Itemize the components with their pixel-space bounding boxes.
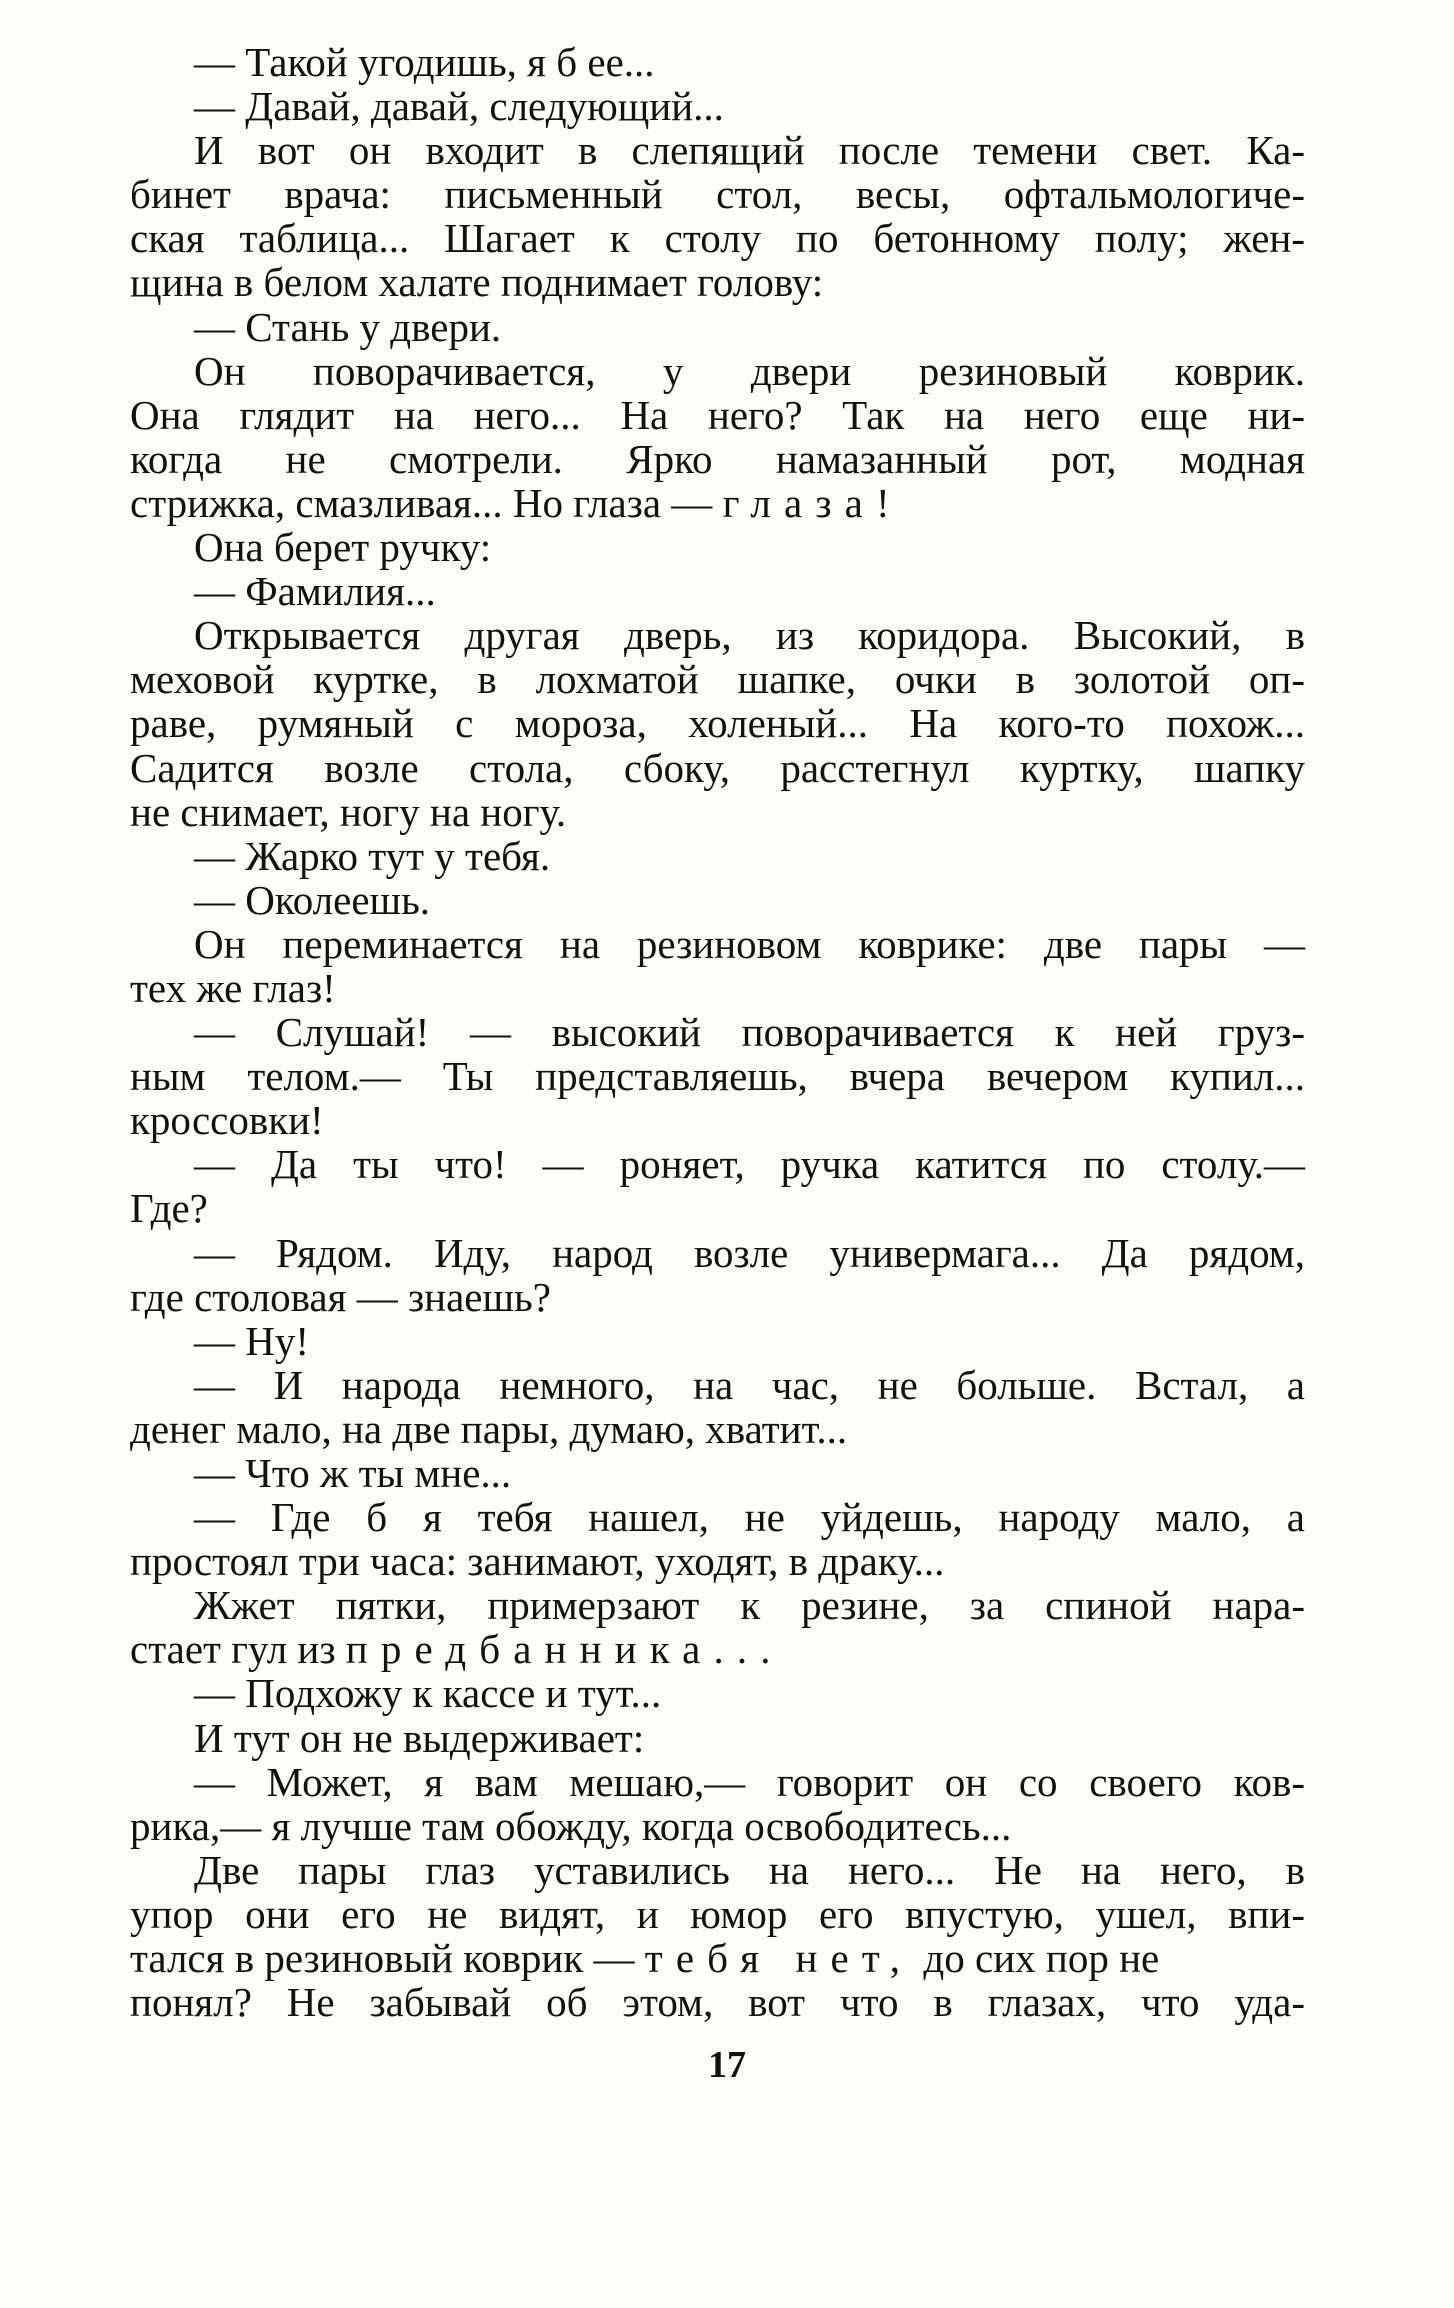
text-line: Открывается другая дверь, из коридора. Высокий, в [194, 612, 1305, 659]
text-line: — Подхожу к кассе и тут... [194, 1670, 662, 1717]
page-number: 17 [708, 2044, 746, 2086]
text-line: меховой куртке, в лохматой шапке, очки в золотой оп- [130, 656, 1305, 703]
text-line: кроссовки! [130, 1097, 324, 1144]
text-line: — Слушай! — высокий поворачивается к ней груз- [194, 1009, 1305, 1056]
emphasis-spaced: предбанника... [345, 1626, 784, 1673]
text-line: тех же глаз! [130, 964, 336, 1011]
text-line: раве, румяный с мороза, холеный... На кого-то похож... [130, 700, 1305, 747]
text-run: стает гул из [130, 1626, 346, 1673]
text-line: Две пары глаз уставились на него... Не на него, в [194, 1846, 1305, 1893]
text-line: упор они его не видят, и юмор его впустую, ушел, впи- [130, 1890, 1305, 1937]
text-line: Он поворачивается, у двери резиновый коврик. [194, 347, 1305, 394]
text-line: — Что ж ты мне... [194, 1450, 512, 1496]
text-line [130, 481, 1305, 525]
text-line: — Рядом. Иду, народ возле универмага... Да рядом, [194, 1229, 1305, 1276]
emphasis-spaced: тебя нет, [644, 1935, 914, 1982]
text-line: Где? [130, 1185, 208, 1232]
text-line: — Может, я вам мешаю,— говорит он со своего ков- [194, 1758, 1305, 1805]
text-line: когда не смотрели. Ярко намазанный рот, модная [130, 435, 1305, 482]
text-line: простоял три часа: занимают, уходят, в драку... [130, 1538, 945, 1585]
text-line: Он переминается на резиновом коврике: две пары — [194, 920, 1305, 967]
text-line: — Ну! [194, 1317, 310, 1364]
text-line: Она глядит на него... На него? Так на него еще ни- [130, 391, 1305, 438]
text-line: — Фамилия... [194, 568, 436, 615]
text-line: — Жарко тут у тебя. [194, 832, 551, 879]
text-line: не снимает, ногу на ногу. [130, 788, 567, 835]
text-column [130, 40, 1305, 2024]
text-line: ская таблица... Шагает к столу по бетонному полу; жен- [130, 215, 1305, 262]
text-line [130, 1936, 1305, 1980]
text-line: — Стань у двери. [194, 303, 502, 350]
text-run: до сих пор не [913, 1935, 1160, 1982]
text-line: денег мало, на две пары, думаю, хватит... [130, 1405, 848, 1452]
text-line: бинет врача: письменный стол, весы, офтальмологиче- [130, 171, 1305, 218]
text-run: стрижка, смазливая... Но глаза — [130, 479, 723, 526]
text-line: понял? Не забывай об этом, вот что в глазах, что уда- [130, 1979, 1305, 2026]
text-line: И тут он не выдерживает: [194, 1714, 645, 1761]
text-line: И вот он входит в слепящий после темени свет. Ка- [194, 127, 1305, 174]
text-line: — Где б я тебя нашел, не уйдешь, народу мало, а [194, 1494, 1305, 1541]
text-line [130, 1627, 1305, 1671]
text-line: щина в белом халате поднимает голову: [130, 259, 824, 306]
text-line: Садится возле стола, сбоку, расстегнул куртку, шапку [130, 744, 1305, 791]
text-line: где столовая — знаешь? [130, 1273, 551, 1320]
text-line: — Да ты что! — роняет, ручка катится по столу.— [194, 1141, 1305, 1188]
text-line: ным телом.— Ты представляешь, вчера вечером купил... [130, 1053, 1305, 1100]
text-line: — Давай, давай, следующий... [194, 83, 724, 130]
text-line: Она берет ручку: [194, 524, 492, 571]
text-run: тался в резиновый коврик — [130, 1935, 645, 1982]
text-line: — Околеешь. [194, 876, 431, 923]
text-line: Жжет пятки, примерзают к резине, за спиной нара- [194, 1582, 1305, 1629]
emphasis-spaced: глаза! [722, 479, 903, 526]
text-line: рика,— я лучше там обожду, когда освободитесь... [130, 1802, 1012, 1849]
text-line: — И народа немного, на час, не больше. Встал, а [194, 1361, 1305, 1408]
text-line: — Такой угодишь, я б ее... [194, 39, 655, 85]
